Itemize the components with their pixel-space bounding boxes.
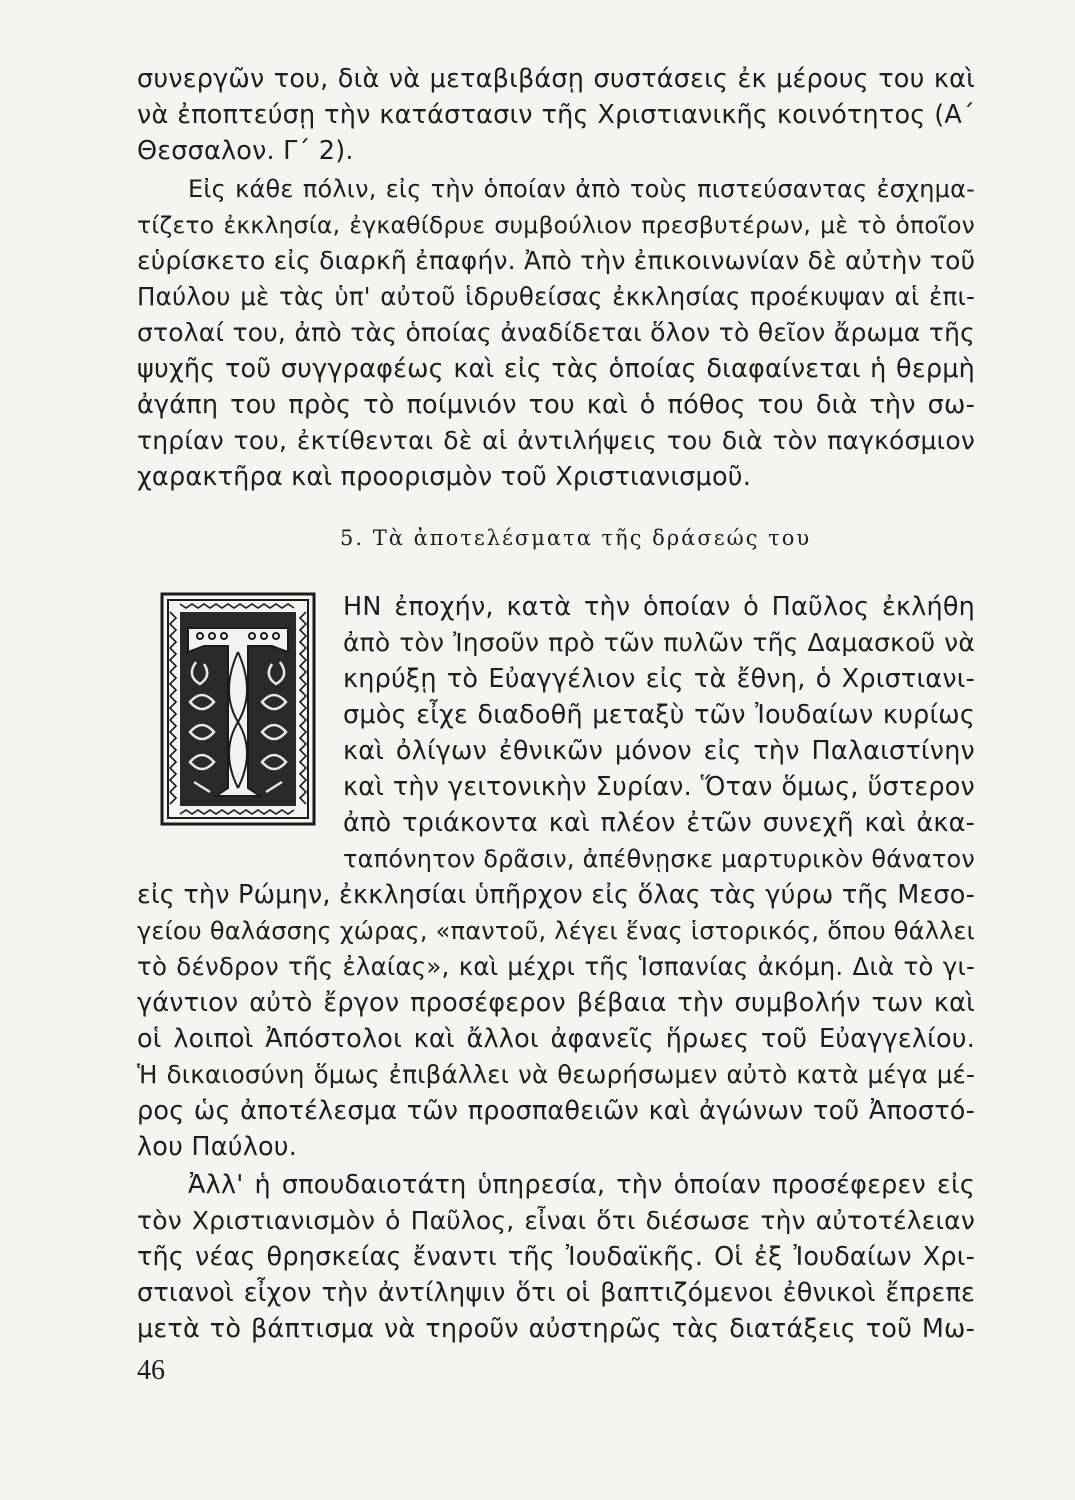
text-line: μετὰ τὸ βάπτισμα νὰ τηροῦν αὐστηρῶς τὰς διατάξεις τοῦ Μω- xyxy=(137,1314,975,1344)
text-line: Ἀλλ' ἡ σπουδαιοτάτη ὑπηρεσία, τὴν ὁποίαν προσέφερεν εἰς xyxy=(188,1170,975,1200)
text-line: κηρύξῃ τὸ Εὐαγγέλιον εἰς τὰ ἔθνη, ὁ Χριστιανι- xyxy=(343,664,975,694)
text-line: καὶ τὴν γειτονικὴν Συρίαν. Ὅταν ὅμως, ὕστερον xyxy=(343,772,975,802)
text-line: ἀγάπη του πρὸς τὸ ποίμνιόν του καὶ ὁ πόθος του διὰ τὴν σω- xyxy=(137,390,975,420)
text-line: τῆς νέας θρησκείας ἔναντι τῆς Ἰουδαϊκῆς. Οἱ ἐξ Ἰουδαίων Χρι- xyxy=(137,1242,975,1272)
text-line: τίζετο ἐκκλησία, ἐγκαθίδρυε συμβούλιον πρεσβυτέρων, μὲ τὸ ὁποῖον xyxy=(137,211,975,239)
text-line: γάντιον αὐτὸ ἔργον προσέφερον βέβαια τὴν συμβολήν των καὶ xyxy=(137,988,975,1018)
text-line: σμὸς εἶχε διαδοθῆ μεταξὺ τῶν Ἰουδαίων κυρίως xyxy=(343,700,975,730)
text-line: στιανοὶ εἶχον τὴν ἀντίληψιν ὅτι οἱ βαπτιζόμενοι ἐθνικοὶ ἔπρεπε xyxy=(137,1278,975,1308)
text-line: καὶ ὀλίγων ἐθνικῶν μόνον εἰς τὴν Παλαιστίνην xyxy=(343,736,975,766)
section-title: Τὰ ἀποτελέσματα τῆς δράσεώς του xyxy=(372,526,812,550)
text-line: χαρακτῆρα καὶ προορισμὸν τοῦ Χριστιανισμοῦ. xyxy=(137,462,752,492)
text-line: Εἰς κάθε πόλιν, εἰς τὴν ὁποίαν ἀπὸ τοὺς πιστεύσαντας ἐσχημα- xyxy=(188,175,975,203)
text-line: Θεσσαλον. Γ΄ 2). xyxy=(137,136,354,166)
text-line: συνεργῶν του, διὰ νὰ μεταβιβάσῃ συστάσεις ἐκ μέρους του καὶ xyxy=(137,64,975,94)
text-line: εἰς τὴν Ρώμην, ἐκκλησίαι ὑπῆρχον εἰς ὅλας τὰς γύρω τῆς Μεσο- xyxy=(137,880,975,910)
section-number: 5. xyxy=(340,526,365,550)
text-line: οἱ λοιποὶ Ἀπόστολοι καὶ ἄλλοι ἀφανεῖς ἥρωες τοῦ Εὐαγγελίου. xyxy=(137,1024,975,1054)
text-line: εὑρίσκετο εἰς διαρκῆ ἐπαφήν. Ἀπὸ τὴν ἐπικοινωνίαν δὲ αὐτὴν τοῦ xyxy=(137,246,976,275)
text-line: ἀπὸ τριάκοντα καὶ πλέον ἐτῶν συνεχῆ καὶ ἀκα- xyxy=(343,808,975,838)
text-line: ἀπὸ τὸν Ἰησοῦν πρὸ τῶν πυλῶν τῆς Δαμασκοῦ νὰ xyxy=(343,628,975,657)
drop-initial xyxy=(160,592,316,826)
text-line: ταπόνητον δρᾶσιν, ἀπέθνῃσκε μαρτυρικὸν θάνατον xyxy=(343,845,975,873)
text-line: τηρίαν του, ἐκτίθενται δὲ αἱ ἀντιλήψεις του διὰ τὸν παγκόσμιον xyxy=(137,426,975,455)
text-line: τὸν Χριστιανισμὸν ὁ Παῦλος, εἶναι ὅτι διέσωσε τὴν αὐτοτέλειαν xyxy=(137,1206,975,1235)
section-heading xyxy=(340,523,860,553)
text-line: Παύλου μὲ τὰς ὑπ' αὐτοῦ ἱδρυθείσας ἐκκλησίας προέκυψαν αἱ ἐπι- xyxy=(137,282,975,311)
text-line: ψυχῆς τοῦ συγγραφέως καὶ εἰς τὰς ὁποίας διαφαίνεται ἡ θερμὴ xyxy=(137,354,975,384)
text-line: γείου θαλάσσης χώρας, «παντοῦ, λέγει ἕνας ἱστορικός, ὅπου θάλλει xyxy=(137,917,975,945)
text-line: νὰ ἐποπτεύσῃ τὴν κατάστασιν τῆς Χριστιανικῆς κοινότητος (Α΄ xyxy=(137,100,975,130)
text-line: στολαί του, ἀπὸ τὰς ὁποίας ἀναδίδεται ὅλον τὸ θεῖον ἄρωμα τῆς xyxy=(137,318,975,347)
text-line: ρος ὡς ἀποτέλεσμα τῶν προσπαθειῶν καὶ ἀγώνων τοῦ Ἀποστό- xyxy=(137,1096,975,1126)
text-line: Ἡ δικαιοσύνη ὅμως ἐπιβάλλει νὰ θεωρήσωμεν αὐτὸ κατὰ μέγα μέ- xyxy=(137,1060,975,1089)
text-line: τὸ δένδρον τῆς ἐλαίας», καὶ μέχρι τῆς Ἱσπανίας ἀκόμη. Διὰ τὸ γι- xyxy=(137,952,975,981)
ornate-initial-T-icon xyxy=(160,592,316,826)
page-number: 46 xyxy=(137,1355,165,1386)
text-line: λου Παύλου. xyxy=(137,1132,298,1162)
text-line: ΗΝ ἐποχήν, κατὰ τὴν ὁποίαν ὁ Παῦλος ἐκλήθη xyxy=(343,592,975,622)
